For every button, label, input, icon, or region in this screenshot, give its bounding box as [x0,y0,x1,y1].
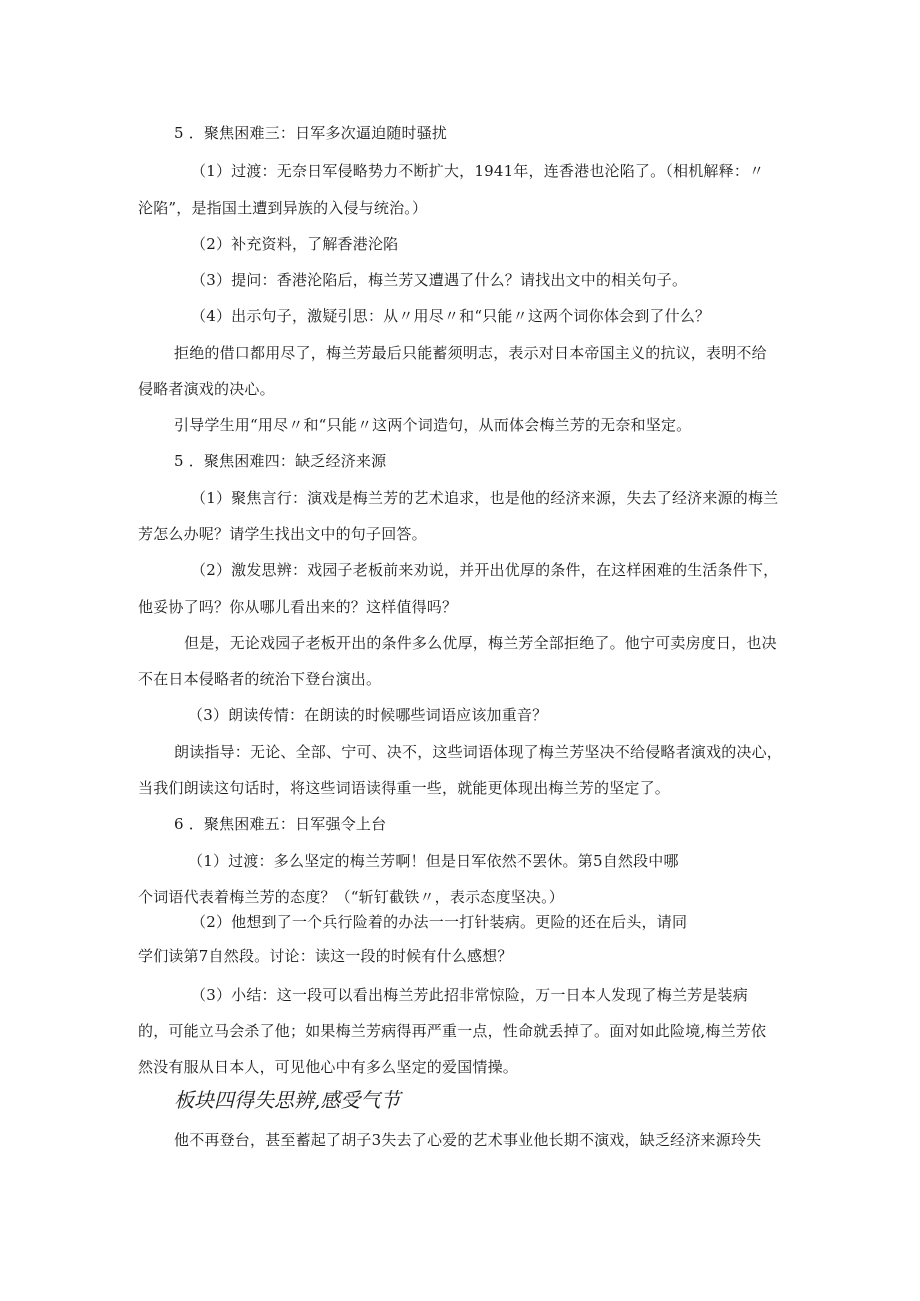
text-line: 5 ．聚焦困难四：缺乏经济来源 [174,452,387,470]
text-line: （3）小结：这一段可以看出梅兰芳此招非常惊险，万一日本人发现了梅兰芳是装病 [191,986,748,1004]
text-line: （1）聚焦言行：演戏是梅兰芳的艺术追求，也是他的经济来源，失去了经济来源的梅兰 [191,489,779,507]
text-line: （1）过渡：多么坚定的梅兰芳啊！但是日军依然不罢休。第5自然段中哪 [188,852,679,870]
text-line: 当我们朗读这句话时，将这些词语读得重一些，就能更体现出梅兰芳的坚定了。 [138,779,671,797]
text-line: 的，可能立马会杀了他；如果梅兰芳病得再严重一点，性命就丢掉了。面对如此险境,梅兰芳依 [138,1022,767,1040]
text-line: 他不再登台，甚至蓄起了胡子3失去了心爱的艺术事业他长期不演戏，缺乏经济来源玲失 [174,1131,762,1149]
text-line: 引导学生用“用尽〃和“只能〃这两个词造句，从而体会梅兰芳的无奈和坚定。 [174,416,692,434]
text-line: 拒绝的借口都用尽了，梅兰芳最后只能蓄须明志，表示对日本帝国主义的抗议，表明不给 [174,344,767,362]
text-line: （1）过渡：无奈日军侵略势力不断扩大，1941年，连香港也沦陷了。（相机解释：〃 [191,162,765,180]
text-line: 不在日本侵略者的统治下登台演出。 [138,670,382,688]
text-line: 5 ．聚焦困难三：日军多次逼迫随时骚扰 [174,124,448,142]
text-line: 学们读第7自然段。讨论：读这一段的时候有什么感想？ [138,947,513,965]
text-line: 个词语代表着梅兰芳的态度？（“斩钉截铁〃，表示态度坚决。） [138,888,564,906]
text-line: 他妥协了吗？你从哪儿看出来的？这样值得吗？ [138,598,458,616]
text-line: （2）补充资料，了解香港沦陷 [191,235,399,253]
text-line: （3）朗读传情：在朗读的时候哪些词语应该加重音？ [188,706,548,724]
text-line: （4）出示句子，激疑引思：从〃用尽〃和“只能〃这两个词你体会到了什么？ [191,307,711,325]
text-line: 朗读指导：无论、全部、宁可、决不，这些词语体现了梅兰芳坚决不给侵略者演戏的决心， [174,743,783,761]
section-heading: 板块四得失思辨,感受气节 [174,1088,401,1112]
text-line: （2）激发思辨：戏园子老板前来劝说，并开出优厚的条件，在这样困难的生活条件下， [191,561,779,579]
text-line: 芳怎么办呢？请学生找出文中的句子回答。 [138,525,427,543]
text-line: 然没有服从日本人，可见他心中有多么坚定的爱国情操。 [138,1058,519,1076]
text-line: 沦陷”，是指国土遭到异族的入侵与统治。） [138,199,428,217]
text-line: 侵略者演戏的决心。 [138,380,275,398]
text-line: （3）提问：香港沦陷后，梅兰芳又遭遇了什么？请找出文中的相关句子。 [191,271,688,289]
text-line: 6 ．聚焦困难五：日军强令上台 [174,815,387,833]
text-line: 但是，无论戏园子老板开出的条件多么优厚，梅兰芳全部拒绝了。他宁可卖房度日，也决 [184,634,777,652]
text-line: （2）他想到了一个兵行险着的办法一一打针装病。更险的还在后头，请同 [191,913,688,931]
